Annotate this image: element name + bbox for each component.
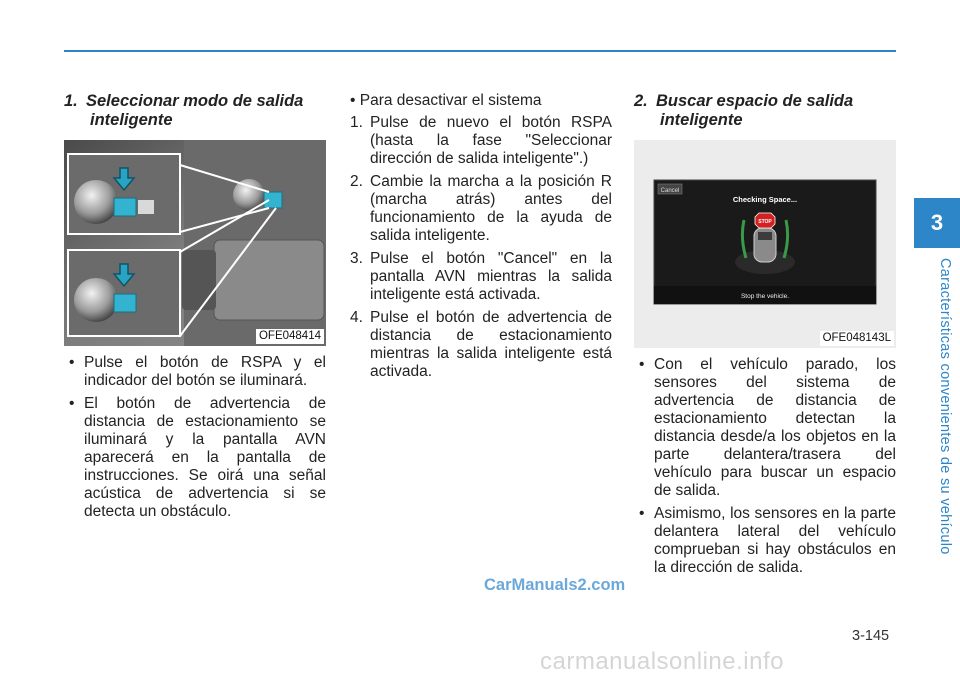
column-1	[64, 92, 326, 526]
list-item: • Asimismo, los sensores en la parte delantera lateral del vehículo comprueban si hay obstáculos en la dirección de salida.	[634, 505, 896, 577]
column-2	[350, 92, 612, 386]
bullet-list-3	[634, 356, 896, 577]
stop-label: STOP	[758, 219, 772, 225]
figure-code: OFE048143L	[820, 331, 894, 346]
steps-list	[350, 114, 612, 381]
bullet-list-1	[64, 354, 326, 521]
watermark-carmanuals: CarManuals2.com	[484, 576, 626, 594]
list-item: 3. Pulse el botón "Cancel" en la pantalla AVN mientras la salida inteligente está activada.	[350, 250, 612, 303]
console-illustration	[64, 140, 326, 346]
avn-screen-illustration	[634, 140, 896, 348]
figure-avn-screen	[634, 140, 896, 348]
list-item: 4. Pulse el botón de advertencia de distancia de estacionamiento mientras la salida inteligente está activada.	[350, 309, 612, 380]
list-item: 1. Pulse de nuevo el botón RSPA (hasta la fase "Seleccionar dirección de salida inteligente".)	[350, 114, 612, 167]
page-number: 3-145	[852, 628, 890, 644]
section-heading-2: 2. Buscar espacio de salida inteligente	[634, 92, 854, 129]
list-item: • El botón de advertencia de distancia de estacionamiento se iluminará y la pantalla AVN aparecerá en la pantalla de instrucciones. Se oirá una señal acústica de advertencia si se detecta un obstáculo.	[64, 395, 326, 521]
chapter-tab: 3	[914, 198, 960, 248]
screen-footer: Stop the vehicle.	[740, 293, 790, 300]
column-3	[634, 92, 896, 582]
list-item: • Pulse el botón de RSPA y el indicador del botón se iluminará.	[64, 354, 326, 390]
screen-status: Checking Space...	[732, 195, 798, 204]
cancel-label: Cancel	[660, 188, 680, 194]
list-item: 2. Cambie la marcha a la posición R (marcha atrás) antes del funcionamiento de la ayuda de salida inteligente.	[350, 173, 612, 244]
figure-rspa-button	[64, 140, 326, 346]
chapter-title: Características convenientes de su vehículo	[937, 258, 953, 555]
figure-code: OFE048414	[256, 329, 324, 344]
section-heading-1: 1. Seleccionar modo de salida inteligente	[64, 92, 304, 129]
list-item: • Con el vehículo parado, los sensores del sistema de advertencia de distancia de estacionamiento detectan la distancia desde/a los objetos en la parte delantera/trasera del vehículo para buscar un espacio de salida.	[634, 356, 896, 500]
header-rule	[64, 50, 896, 52]
watermark-online: carmanualsonline.info	[540, 648, 784, 675]
deactivate-intro: • Para desactivar el sistema	[350, 92, 542, 109]
